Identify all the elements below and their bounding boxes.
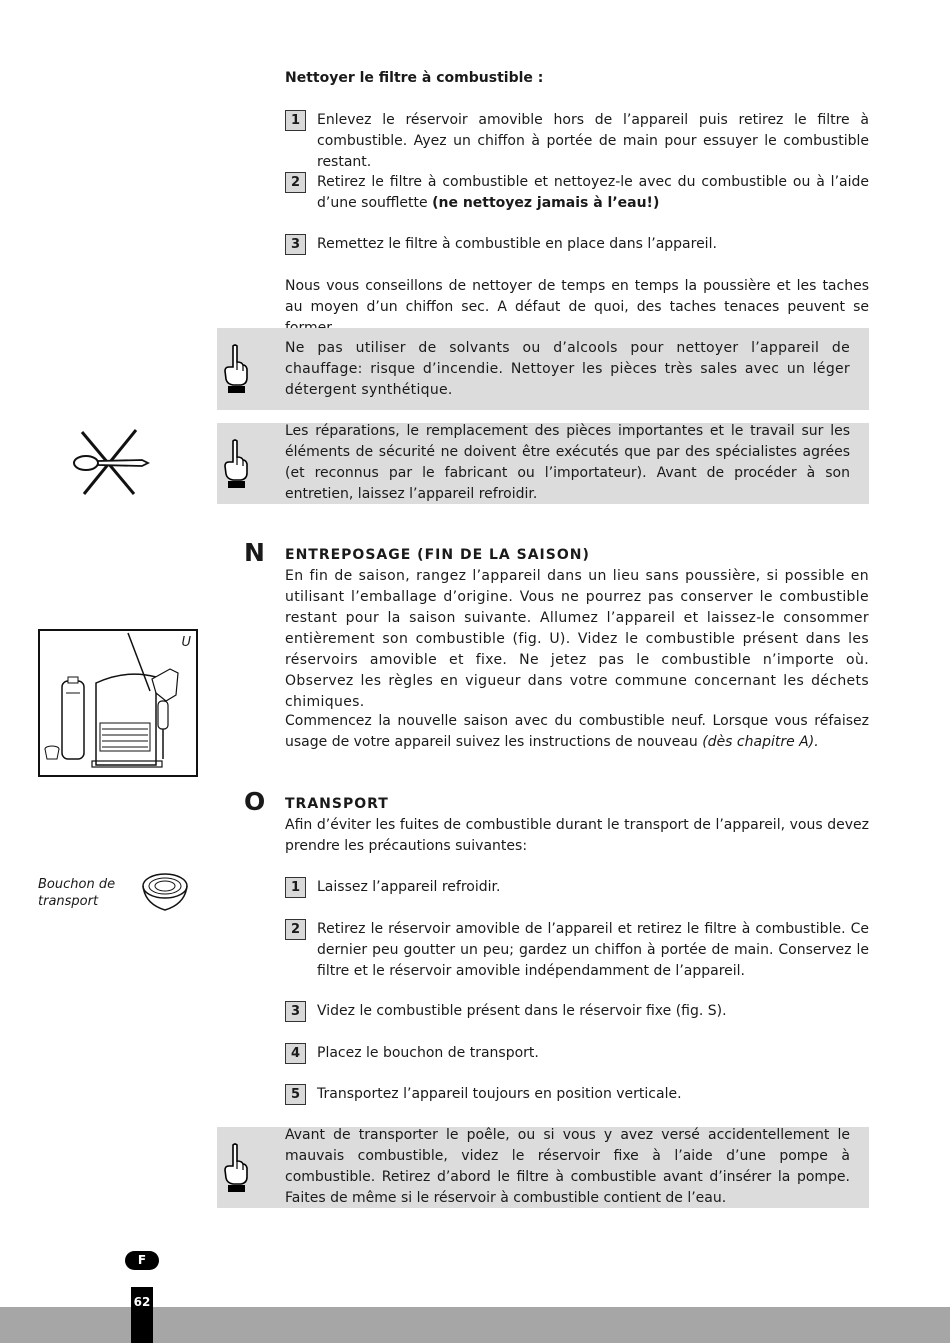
step-text: Retirez le réservoir amovible de l’appareil et retirez le filtre à combustible. Ce dernier peu goutter un peu; gardez un chiffon à portée de main. Conservez le filtre et le réservoir amovible indépendamment de l’appareil. — [317, 921, 869, 979]
pointing-hand-icon — [223, 439, 249, 496]
transport-step-5 — [285, 1084, 869, 1105]
pointing-hand-icon — [223, 344, 249, 401]
transport-step-4 — [285, 1043, 869, 1064]
step-text: Videz le combustible présent dans le réservoir fixe (fig. S). — [317, 1003, 727, 1019]
step-number: 5 — [285, 1084, 306, 1105]
step-number: 4 — [285, 1043, 306, 1064]
transport-cap-icon — [140, 866, 190, 923]
step-number: 3 — [285, 234, 306, 255]
section-title-transport: TRANSPORT — [285, 796, 389, 812]
storage-reference: (dès chapitre A). — [702, 734, 819, 750]
section-title-storage: ENTREPOSAGE (FIN DE LA SAISON) — [285, 547, 590, 563]
storage-text: Commencez la nouvelle saison avec du combustible neuf. Lorsque vous réfaisez usage de votre appareil suivez les instructions de nouveau — [285, 713, 869, 750]
note-solvents — [217, 328, 869, 410]
note-text: Ne pas utiliser de solvants ou d’alcools pour nettoyer l’appareil de chauffage: risque d’incendie. Nettoyer les pièces très sales avec un léger détergent synthétique. — [285, 340, 850, 398]
step-number: 1 — [285, 877, 306, 898]
step-number: 2 — [285, 919, 306, 940]
note-text: Avant de transporter le poêle, ou si vous y avez versé accidentellement le mauvais combustible, videz le réservoir fixe à l’aide d’une pompe à combustible. Retirez d’abord le filtre à combustible avant d’insérer la pompe. Faites de même si le réservoir à combustible contient de l’eau. — [285, 1127, 850, 1206]
step-number: 1 — [285, 110, 306, 131]
transport-step-2 — [285, 919, 869, 982]
step-text — [317, 172, 869, 214]
crossed-screwdriver-icon — [72, 428, 150, 505]
section-letter-n: N — [244, 538, 265, 567]
transport-intro: Afin d’éviter les fuites de combustible durant le transport de l’appareil, vous devez prendre les précautions suivantes: — [285, 817, 869, 854]
note-transport-pump — [217, 1127, 869, 1208]
storage-paragraph-2 — [285, 711, 869, 753]
step-text: Placez le bouchon de transport. — [317, 1045, 539, 1061]
note-text: Les réparations, le remplacement des pièces importantes et le travail sur les éléments de sécurité ne doivent être exécutés que par des spécialistes agrées (et reconnus par le fabricant ou l’importateur). Avant de procéder à son entretien, laissez l’appareil refroidir. — [285, 423, 850, 502]
transport-step-3 — [285, 1001, 869, 1022]
section-letter-o: O — [244, 787, 266, 816]
storage-paragraph-1: En fin de saison, rangez l’appareil dans un lieu sans poussière, si possible en utilisant l’emballage d’origine. Vous ne pourrez pas conserver le combustible restant pour la saison suivante. Allumez l’appareil et laissez-le consommer entièrement son combustible (fig. U). Videz le combustible présent dans les réservoirs amovible et fixe. Ne jetez pas le combustible n’importe où. Observez les règles en vigueur dans votre commune concernant les déchets chimiques. — [285, 568, 869, 710]
step-number: 3 — [285, 1001, 306, 1022]
figure-label: U — [181, 635, 191, 650]
filter-step-2 — [285, 172, 869, 214]
caption-bouchon: Bouchon de transport — [38, 877, 116, 909]
filter-step-1 — [285, 110, 869, 173]
filter-step-3 — [285, 234, 869, 255]
step-text: Laissez l’appareil refroidir. — [317, 879, 501, 895]
dust-paragraph: Nous vous conseillons de nettoyer de temps en temps la poussière et les taches au moyen d’un chiffon sec. A défaut de quoi, des taches tenaces peuvent se — [285, 278, 869, 315]
heater-figure — [38, 629, 198, 777]
note-repairs — [217, 423, 869, 504]
step-text-plain: Retirez le filtre à combustible et nettoyez-le avec du combustible ou à l’aide d’une soufflette — [317, 174, 869, 211]
pointing-hand-icon — [223, 1143, 249, 1200]
page-number: 62 — [133, 1295, 151, 1309]
transport-step-1 — [285, 877, 869, 898]
step-text-bold: (ne nettoyez jamais à l’eau!) — [432, 195, 660, 211]
step-number: 2 — [285, 172, 306, 193]
step-text: Remettez le filtre à combustible en place dans l’appareil. — [317, 236, 717, 252]
filter-heading: Nettoyer le filtre à combustible : — [285, 70, 544, 86]
step-text: Transportez l’appareil toujours en position verticale. — [317, 1086, 682, 1102]
language-badge: F — [125, 1251, 159, 1270]
step-text: Enlevez le réservoir amovible hors de l’appareil puis retirez le filtre à combustible. Ayez un chiffon à portée de main pour essuyer le combustible restant. — [317, 112, 869, 170]
